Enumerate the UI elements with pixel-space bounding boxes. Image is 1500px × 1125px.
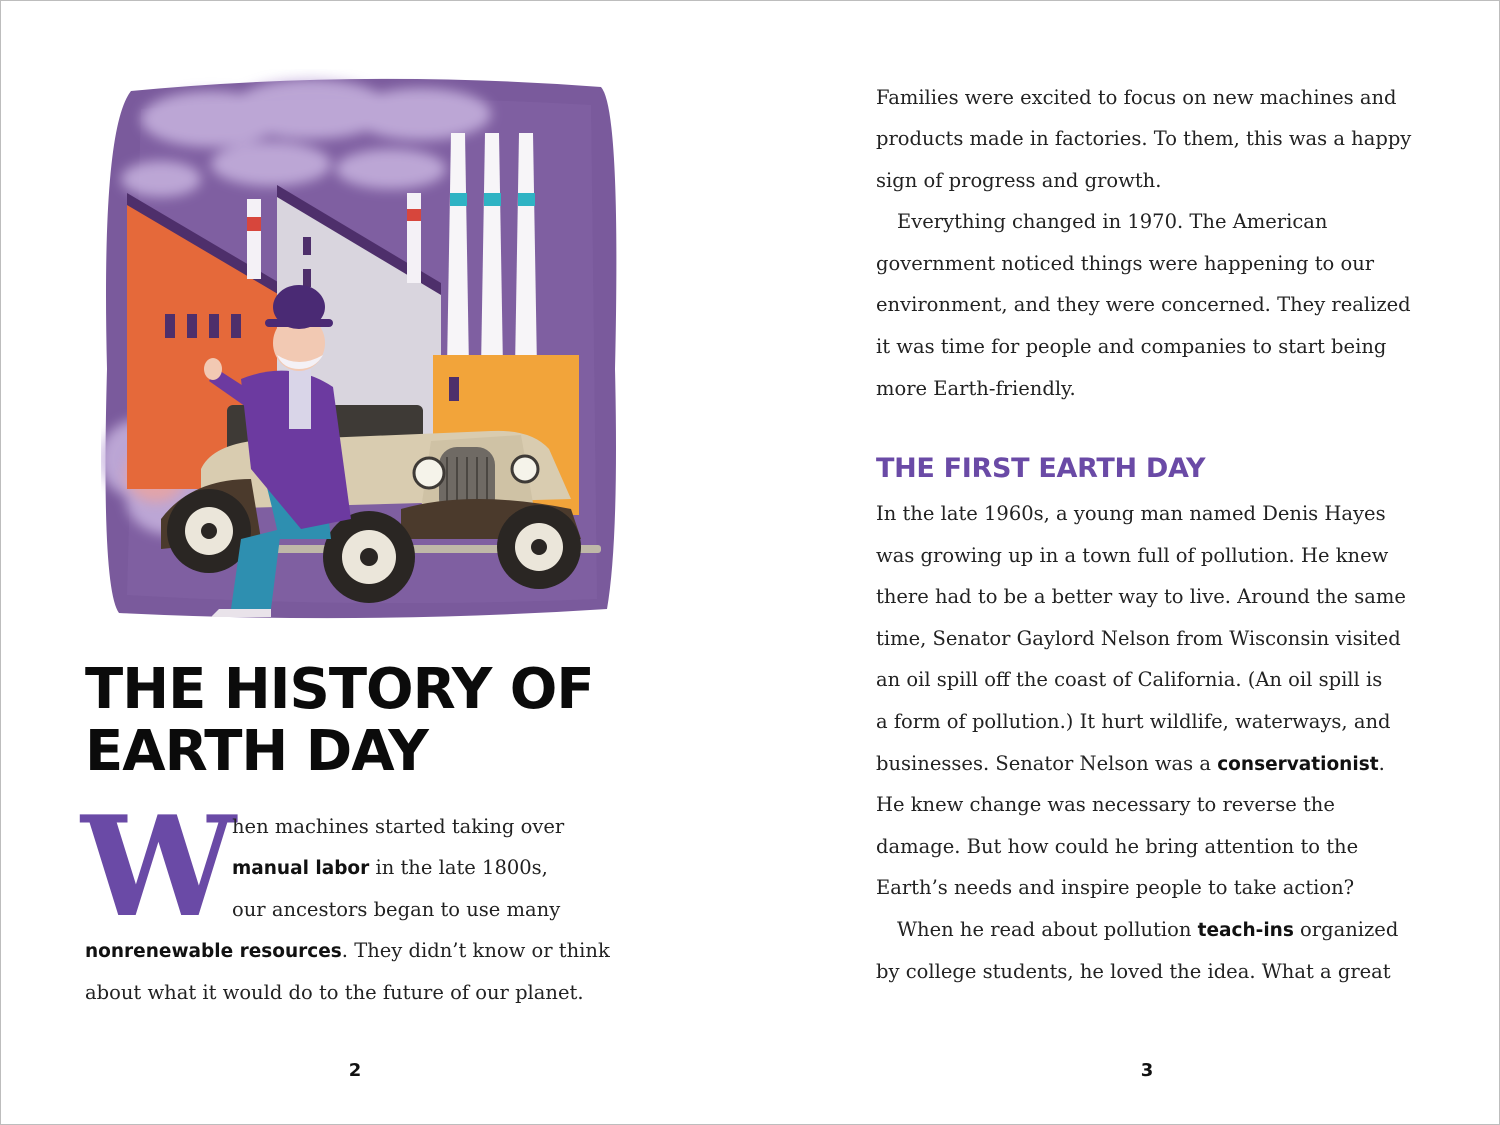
body-line-13: an oil spill off the coast of California. (An oil spill is xyxy=(876,668,1383,691)
body-line-12: time, Senator Gaylord Nelson from Wisconsin visited xyxy=(876,627,1401,650)
glossary-term-conservationist: conservationist xyxy=(1217,754,1379,775)
body-line-20: by college students, he loved the idea. What a great xyxy=(876,960,1391,983)
body-line-9: In the late 1960s, a young man named Denis Hayes xyxy=(876,502,1386,525)
drop-cap: W xyxy=(81,785,236,948)
intro-line-3: our ancestors began to use many xyxy=(232,898,561,921)
chapter-title xyxy=(85,659,645,783)
body-line-3: sign of progress and growth. xyxy=(876,169,1162,192)
body-line-18: Earth’s needs and inspire people to take action? xyxy=(876,876,1355,899)
body-line-11: there had to be a better way to live. Around the same xyxy=(876,585,1406,608)
body-line-5: government noticed things were happening to our xyxy=(876,252,1375,275)
body-line-1: Families were excited to focus on new machines and xyxy=(876,86,1397,109)
body-line-7: it was time for people and companies to start being xyxy=(876,335,1387,358)
glossary-term-nonrenewable-resources: nonrenewable resources xyxy=(85,941,342,962)
body-line-6: environment, and they were concerned. They realized xyxy=(876,293,1411,316)
body-line-2: products made in factories. To them, this was a happy xyxy=(876,127,1412,150)
left-page xyxy=(1,1,750,1124)
glossary-term-teach-ins: teach-ins xyxy=(1197,920,1294,941)
body-line-4: Everything changed in 1970. The American xyxy=(897,210,1328,233)
body-line-19: When he read about pollution teach-ins organized xyxy=(897,918,1399,941)
intro-line-1: hen machines started taking over xyxy=(232,815,565,838)
chapter-title-line-2: EARTH DAY xyxy=(85,719,428,784)
page-number-right: 3 xyxy=(1140,1060,1154,1081)
page-number-left: 2 xyxy=(348,1060,362,1081)
chapter-title-line-1: THE HISTORY OF xyxy=(85,657,594,722)
body-line-17: damage. But how could he bring attention to the xyxy=(876,835,1359,858)
body-line-8: more Earth-friendly. xyxy=(876,377,1076,400)
body-line-10: was growing up in a town full of pollution. He knew xyxy=(876,544,1389,567)
body-line-14: a form of pollution.) It hurt wildlife, waterways, and xyxy=(876,710,1391,733)
body-line-15: businesses. Senator Nelson was a conservationist. xyxy=(876,752,1385,775)
glossary-term-manual-labor: manual labor xyxy=(232,858,370,879)
section-heading: THE FIRST EARTH DAY xyxy=(876,453,1206,484)
intro-line-5: about what it would do to the future of our planet. xyxy=(85,981,584,1004)
right-page xyxy=(750,1,1499,1124)
intro-line-2: manual labor in the late 1800s, xyxy=(232,856,548,879)
intro-line-4: nonrenewable resources. They didn’t know or think xyxy=(85,939,610,962)
factory-illustration xyxy=(101,69,621,621)
body-line-16: He knew change was necessary to reverse the xyxy=(876,793,1335,816)
